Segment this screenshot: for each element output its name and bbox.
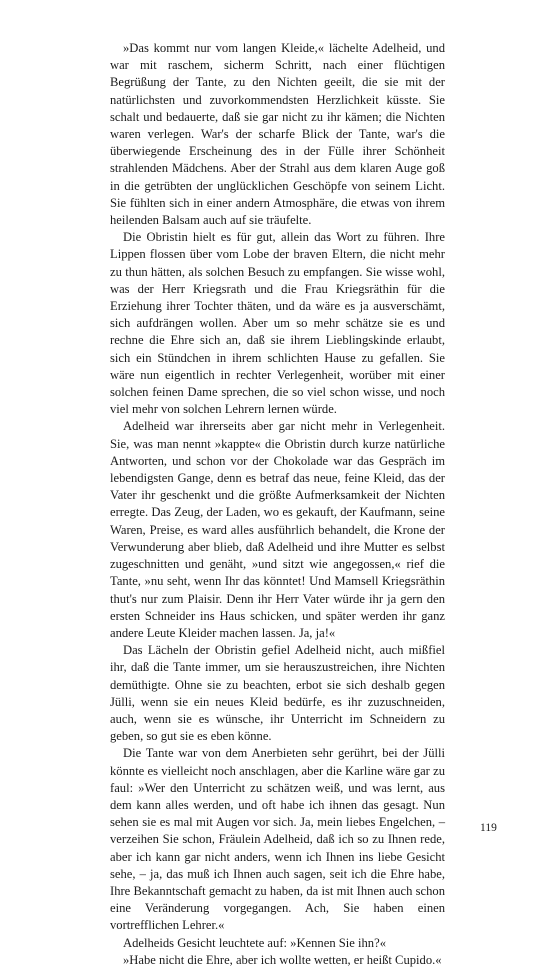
paragraph-6: Adelheids Gesicht leuchtete auf: »Kennen Sie ihn?«: [123, 935, 386, 950]
paragraph-3: Adelheid war ihrerseits aber gar nicht mehr in Verlegenheit. Sie, was man nennt »kappte« die Obristin durch kurze natürliche Antworten, und schon vor der Chokolade war das Gespräch im lebendigsten Gange, denn es betraf das neue, feine Kleid, das der Vater ihr geschenkt und die größte Aufmerksamkeit der Nichten erregte. Das Zeug, der Laden, wo es gekauft, der Kaufmann, seine Waren, Preise, es ward alles ausführlich behandelt, die Krone der Verwunderung aber blieb, daß Adelheid und ihre Mutter es selbst zugeschnitten und genäht, »und sitzt wie angegossen,« rief die Tante, »nu seht, wenn Ihr das könntet! Und Mamsell Kriegsräthin thut's nur zum Plaisir. Denn ihr Herr Vater würde ihr ja gern den ersten Schneider ins Haus schicken, und später werden ihr ganz andere Leute Kleider machen lassen. Ja, ja!«: [110, 419, 445, 640]
paragraph-5: Die Tante war von dem Anerbieten sehr gerührt, bei der Jülli könnte es vielleicht noch anschlagen, aber die Karline wäre gar zu faul: »Wer den Unterricht zu schätzen weiß, und was lernt, aus dem kann alles werden, und oft habe ich ihnen das gesagt. Nun sehen sie es mal mit Augen vor sich. Ja, mein liebes Engelchen, – verzeihen Sie schon, Fräulein Adelheid, daß ich so zu Ihnen rede, aber ich kann gar nicht anders, wenn ich Ihnen ins liebe Gesicht sehe, – ja, das muß ich Ihnen auch sagen, seit ich die Ehre habe, Ihre Bekanntschaft gemacht zu haben, da ist mit Ihnen auch schon eine Veränderung vorgegangen. Ach, Sie haben einen vortrefflichen Lehrer.«: [110, 746, 445, 933]
paragraph-2: Die Obristin hielt es für gut, allein das Wort zu führen. Ihre Lippen flossen über vom Lobe der braven Eltern, die nicht mehr zu thun hätten, als solchen Besuch zu empfangen. Sie wisse wohl, was der Herr Kriegsrath und die Frau Kriegsräthin für die Erziehung ihrer Tochter thäten, und da wäre es ja ausverschämt, sich aufdrängen wollen. Aber um so mehr schätze sie es und rechne die Ehre sich an, daß sie ihrem Lieblingskinde erlaubt, sich ein Stündchen in ihrem schlichten Hause zu gefallen. Sie wäre nun eigentlich in rechter Verlegenheit, worüber mit einer solchen feinen Dame sprechen, die so viel schon wisse, und noch viel mehr von solchen Lehrern lernen würde.: [110, 230, 445, 417]
page-number: 119: [480, 822, 497, 834]
paragraph-4: Das Lächeln der Obristin gefiel Adelheid nicht, auch mißfiel ihr, daß die Tante immer, um sie herauszustreichen, ihre Nichten demüthigte. Ohne sie zu beachten, erbot sie sich deshalb gegen Jülli, wenn sie ein neues Kleid bedürfe, es ihr zuzuschneiden, auch, wenn sie es wünsche, ihr Unterricht im Schneidern zu geben, so gut sie es eben könne.: [110, 643, 445, 744]
paragraph-7: »Habe nicht die Ehre, aber ich wollte wetten, er heißt Cupido.«: [123, 952, 442, 967]
body-text: [110, 40, 445, 969]
paragraph-1: »Das kommt nur vom langen Kleide,« lächelte Adelheid, und war mit raschem, sicherm Schritt, nach einer flüchtigen Begrüßung der Tante, zu den Nichten geeilt, die sie mit der natürlichsten und zuvorkommendsten Herzlichkeit küsste. Sie schalt und bedauerte, daß sie gar nicht zu ihr kämen; die Nichten waren verlegen. War's der scharfe Blick der Tante, war's die überwiegende Erscheinung des in der Fülle ihrer Schönheit strahlenden Mädchens. Aber der Strahl aus dem klaren Auge goß in die getrübten der unglücklichen Geschöpfe von seinem Licht. Sie fühlten sich in einer andern Atmosphäre, die etwas von ihrem heilenden Balsam auch auf sie träufelte.: [110, 41, 445, 228]
